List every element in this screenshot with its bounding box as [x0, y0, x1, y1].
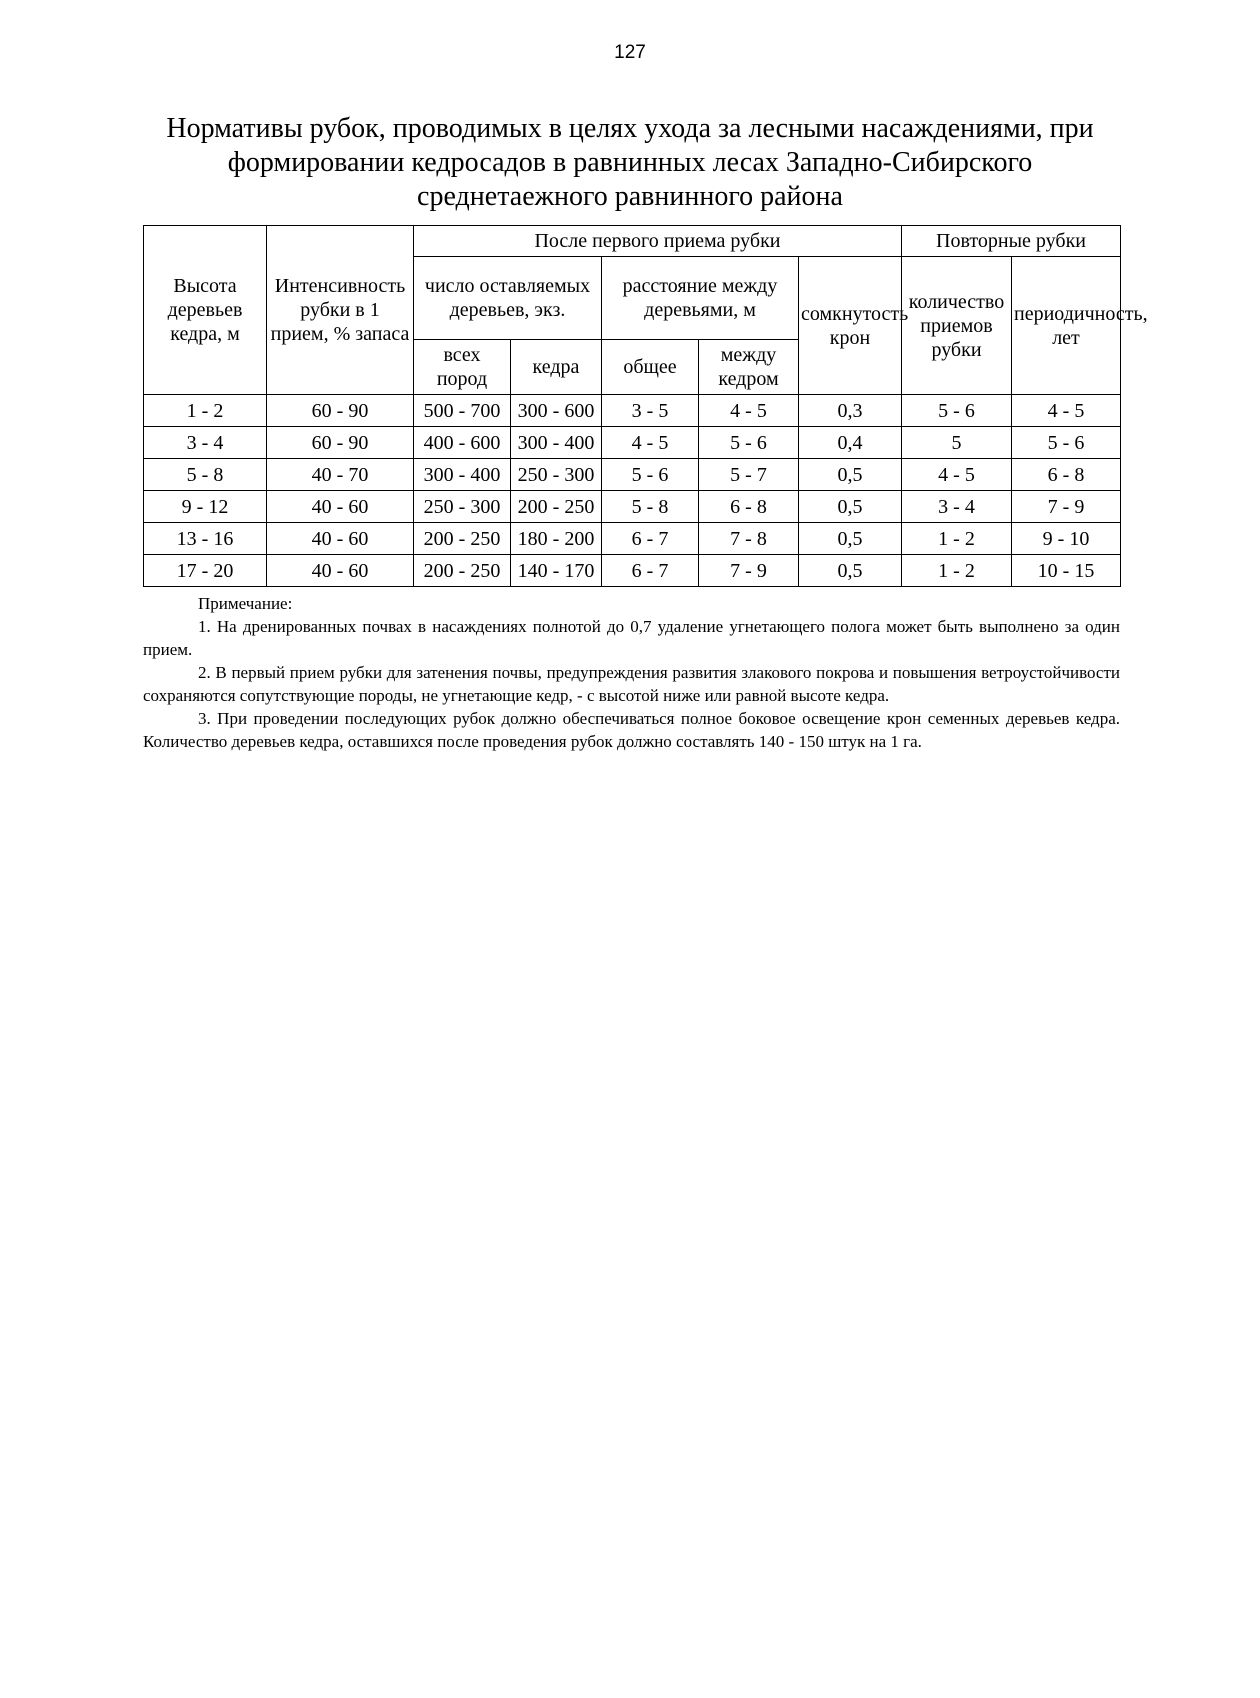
- cell-all-species: 200 - 250: [414, 523, 511, 555]
- cell-periodicity: 6 - 8: [1012, 459, 1121, 491]
- cell-num-receptions: 5 - 6: [902, 395, 1012, 427]
- cell-intensity: 40 - 60: [267, 523, 414, 555]
- cell-periodicity: 10 - 15: [1012, 555, 1121, 587]
- header-repeated: Повторные рубки: [902, 226, 1121, 257]
- cell-general: 5 - 8: [602, 491, 699, 523]
- note-item: 2. В первый прием рубки для затенения почвы, предупреждения развития злакового покрова и повышения ветроустойчивости сохраняются сопутствующие породы, не угнетающие кедр, - с высотой ниже или равной высоте кедра.: [143, 663, 1120, 705]
- header-between-cedar: между кедром: [699, 340, 799, 395]
- title-line-1: Нормативы рубок, проводимых в целях ухода за лесными насаждениями, при: [166, 113, 1094, 144]
- header-distance: расстояние между деревьями, м: [602, 257, 799, 340]
- header-intensity: Интенсивность рубки в 1 прием, % запаса: [267, 226, 414, 395]
- cell-closeness: 0,3: [799, 395, 902, 427]
- note-item: 3. При проведении последующих рубок должно обеспечиваться полное боковое освещение крон семенных деревьев кедра. Количество деревьев кедра, оставшихся после проведения рубок должно составлять 140 - 150 штук на 1 га.: [143, 709, 1120, 751]
- cell-closeness: 0,4: [799, 427, 902, 459]
- table-row: [144, 555, 1121, 587]
- cell-num-receptions: 3 - 4: [902, 491, 1012, 523]
- cell-num-receptions: 5: [902, 427, 1012, 459]
- header-num-receptions: количество приемов рубки: [902, 257, 1012, 395]
- cell-general: 3 - 5: [602, 395, 699, 427]
- cell-general: 5 - 6: [602, 459, 699, 491]
- cell-height: 3 - 4: [144, 427, 267, 459]
- note-item: 1. На дренированных почвах в насаждениях полнотой до 0,7 удаление угнетающего полога может быть выполнено за один прием.: [143, 617, 1120, 659]
- cell-periodicity: 7 - 9: [1012, 491, 1121, 523]
- cell-periodicity: 5 - 6: [1012, 427, 1121, 459]
- cell-between-cedar: 5 - 7: [699, 459, 799, 491]
- header-closeness: сомкнутость крон: [799, 257, 902, 395]
- header-cedar: кедра: [511, 340, 602, 395]
- cell-intensity: 40 - 70: [267, 459, 414, 491]
- cell-cedar: 250 - 300: [511, 459, 602, 491]
- cell-all-species: 300 - 400: [414, 459, 511, 491]
- table-row: [144, 491, 1121, 523]
- cell-periodicity: 4 - 5: [1012, 395, 1121, 427]
- norms-table: [143, 225, 1148, 587]
- cell-cedar: 300 - 400: [511, 427, 602, 459]
- table-row: [144, 427, 1121, 459]
- cell-all-species: 250 - 300: [414, 491, 511, 523]
- cell-intensity: 60 - 90: [267, 395, 414, 427]
- cell-height: 17 - 20: [144, 555, 267, 587]
- header-height: Высота деревьев кедра, м: [144, 226, 267, 395]
- cell-height: 5 - 8: [144, 459, 267, 491]
- cell-periodicity: 9 - 10: [1012, 523, 1121, 555]
- cell-between-cedar: 4 - 5: [699, 395, 799, 427]
- cell-num-receptions: 4 - 5: [902, 459, 1012, 491]
- cell-intensity: 40 - 60: [267, 491, 414, 523]
- cell-num-receptions: 1 - 2: [902, 523, 1012, 555]
- header-count-left: число оставляемых деревьев, экз.: [414, 257, 602, 340]
- header-after-first: После первого приема рубки: [414, 226, 902, 257]
- table-row: [144, 459, 1121, 491]
- page-title: [130, 112, 1130, 214]
- cell-all-species: 400 - 600: [414, 427, 511, 459]
- cell-closeness: 0,5: [799, 555, 902, 587]
- table-row: [144, 523, 1121, 555]
- cell-all-species: 500 - 700: [414, 395, 511, 427]
- title-line-2: формировании кедросадов в равнинных лесах Западно-Сибирского: [227, 147, 1033, 178]
- cell-all-species: 200 - 250: [414, 555, 511, 587]
- cell-cedar: 140 - 170: [511, 555, 602, 587]
- cell-between-cedar: 7 - 9: [699, 555, 799, 587]
- cell-intensity: 60 - 90: [267, 427, 414, 459]
- title-line-3: среднетаежного равнинного района: [417, 181, 843, 212]
- cell-height: 9 - 12: [144, 491, 267, 523]
- cell-height: 1 - 2: [144, 395, 267, 427]
- cell-between-cedar: 7 - 8: [699, 523, 799, 555]
- cell-closeness: 0,5: [799, 491, 902, 523]
- cell-closeness: 0,5: [799, 523, 902, 555]
- cell-closeness: 0,5: [799, 459, 902, 491]
- cell-between-cedar: 6 - 8: [699, 491, 799, 523]
- cell-cedar: 200 - 250: [511, 491, 602, 523]
- cell-cedar: 300 - 600: [511, 395, 602, 427]
- page-number: 127: [614, 42, 646, 63]
- cell-general: 6 - 7: [602, 555, 699, 587]
- notes-heading: Примечание:: [198, 594, 293, 613]
- cell-cedar: 180 - 200: [511, 523, 602, 555]
- header-periodicity: периодичность, лет: [1012, 257, 1121, 395]
- notes-section: [143, 592, 1120, 753]
- header-all-species: всех пород: [414, 340, 511, 395]
- header-general: общее: [602, 340, 699, 395]
- table-row: [144, 395, 1121, 427]
- cell-general: 4 - 5: [602, 427, 699, 459]
- cell-intensity: 40 - 60: [267, 555, 414, 587]
- cell-num-receptions: 1 - 2: [902, 555, 1012, 587]
- cell-between-cedar: 5 - 6: [699, 427, 799, 459]
- cell-height: 13 - 16: [144, 523, 267, 555]
- cell-general: 6 - 7: [602, 523, 699, 555]
